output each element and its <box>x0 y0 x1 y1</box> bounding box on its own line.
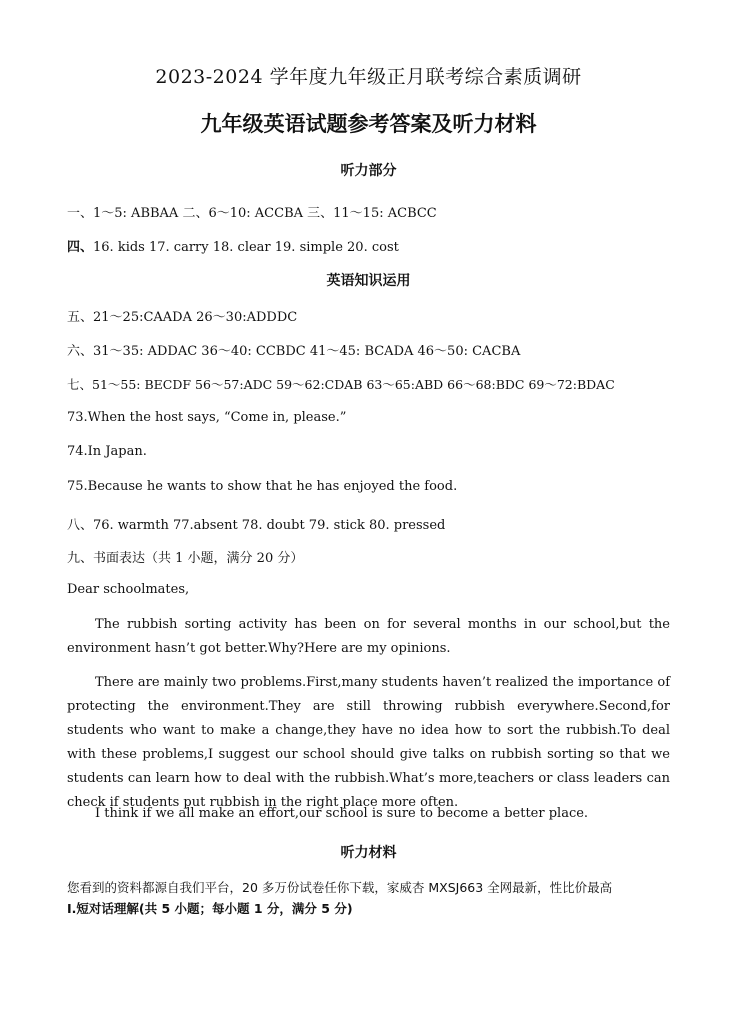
answer-line-8: 八、76. warmth 77.absent 78. doubt 79. stick 80. pressed <box>67 518 446 533</box>
section-heading-listening-material: 听力材料 <box>340 845 397 861</box>
section-heading-knowledge: 英语知识运用 <box>326 273 411 289</box>
section-heading-listening: 听力部分 <box>340 163 397 179</box>
answer-line-5: 五、21～25:CAADA 26～30:ADDDC <box>67 310 298 325</box>
letter-paragraph-3: I think if we all make an effort,our school is sure to become a better place. <box>95 806 589 821</box>
answer-line-1: 一、1～5: ABBAA 二、6～10: ACCBA 三、11～15: ACBCC <box>67 206 437 221</box>
document-subtitle: 九年级英语试题参考答案及听力材料 <box>200 111 537 136</box>
platform-notice: 您看到的资料都源自我们平台，20 多万份试卷任你下载，家威杏 MXSJ663 全网最新，性比价最高 <box>67 880 613 895</box>
answer-line-7: 七、51～55: BECDF 56～57:ADC 59～62:CDAB 63～65:ABD 66～68:BDC 69～72:BDAC <box>67 377 615 392</box>
letter-paragraph-2: There are mainly two problems.First,many students haven’t realized the importance of protecting the environment.They are still throwing rubbish everywhere.Second,for students who want to make a change,they have no idea how to sort the rubbish.To deal with these problems,I suggest our school should give talks on rubbish sorting so that we students can learn how to deal with the rubbish.What’s more,teachers or class leaders can check if students put rubbish in the right place more often. <box>67 675 670 810</box>
letter-paragraph-1: The rubbish sorting activity has been on for several months in our school,but the environment hasn’t got better.Why?Here are my opinions. <box>67 617 670 656</box>
document-title: 2023-2024 学年度九年级正月联考综合素质调研 <box>155 66 582 88</box>
answer-line-2-text: 16. kids 17. carry 18. clear 19. simple 20. cost <box>93 240 399 255</box>
answer-line-2 <box>67 236 399 255</box>
part-1-heading: Ⅰ.短对话理解(共 5 小题；每小题 1 分，满分 5 分) <box>67 901 353 916</box>
answer-q75: 75.Because he wants to show that he has enjoyed the food. <box>67 479 458 494</box>
answer-line-6: 六、31～35: ADDAC 36～40: CCBDC 41～45: BCADA 46～50: CACBA <box>67 344 521 359</box>
answer-q73: 73.When the host says, “Come in, please.” <box>67 410 347 425</box>
answer-line-9: 九、书面表达（共 1 小题，满分 20 分） <box>67 551 304 566</box>
answer-q74: 74.In Japan. <box>67 444 147 459</box>
answer-line-2-tag: 四、 <box>67 240 94 255</box>
letter-greeting: Dear schoolmates, <box>67 582 190 597</box>
